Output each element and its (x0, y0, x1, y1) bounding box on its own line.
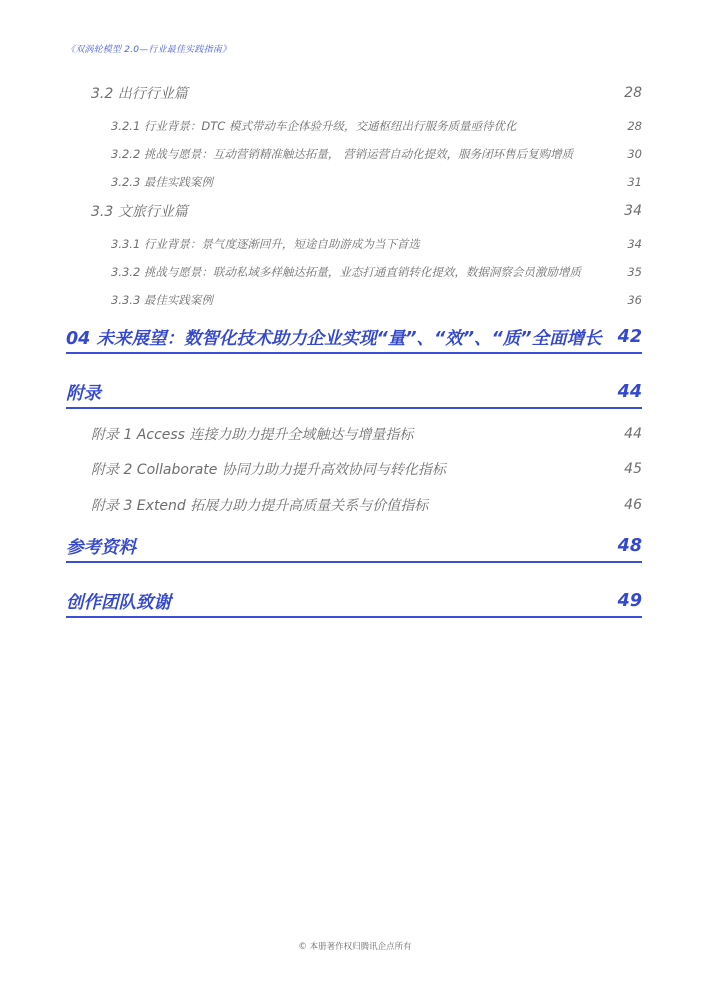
toc-page-number: 49 (617, 591, 642, 611)
toc-entry-3-3-3[interactable] (0, 289, 710, 311)
chapter-divider (66, 407, 642, 409)
toc-chapter-label: 04 未来展望：数智化技术助力企业实现“量”、“效”、“质”全面增长 (66, 328, 602, 349)
chapter-divider (66, 616, 642, 618)
toc-entry-label: 3.2.3 最佳实践案例 (111, 175, 213, 189)
toc-chapter-label: 参考资料 (66, 537, 136, 558)
toc-chapter-appendix[interactable] (0, 378, 710, 406)
toc-chapter-label: 附录 (66, 383, 101, 404)
toc-entry-label: 3.3 文旅行业篇 (91, 204, 188, 220)
toc-entry-label: 3.2.1 行业背景：DTC 模式带动车企体验升级，交通枢纽出行服务质量亟待优化 (111, 119, 517, 133)
toc-page-number: 44 (624, 426, 642, 442)
toc-entry-label: 3.3.2 挑战与愿景：联动私域多样触达拓量，业态打通直销转化提效，数据洞察会员激励增质 (111, 265, 581, 279)
toc-chapter-credits[interactable] (0, 587, 710, 615)
toc-page-number: 42 (617, 327, 642, 347)
toc-chapter-04[interactable] (0, 323, 710, 351)
toc-entry-appendix-3[interactable] (0, 493, 710, 517)
toc-page-number: 36 (627, 293, 642, 307)
document-header: 《双涡轮模型 2.0—行业最佳实践指南》 (66, 45, 232, 55)
toc-entry-appendix-2[interactable] (0, 457, 710, 481)
toc-entry-3-2-2[interactable] (0, 143, 710, 165)
toc-entry-label: 附录 1 Access 连接力助力提升全域触达与增量指标 (91, 427, 414, 443)
toc-page-number: 35 (627, 265, 642, 279)
toc-page-number: 34 (624, 203, 642, 219)
toc-entry-label: 3.2.2 挑战与愿景：互动营销精准触达拓量， 营销运营自动化提效，服务闭环售后复购增质 (111, 147, 574, 161)
copyright-footer: © 本册著作权归腾讯企点所有 (298, 942, 412, 952)
toc-page-number: 30 (627, 147, 642, 161)
toc-entry-label: 3.3.1 行业背景：景气度逐渐回升，短途自助游成为当下首选 (111, 237, 420, 251)
toc-entry-label: 3.3.3 最佳实践案例 (111, 293, 213, 307)
toc-entry-3-2-1[interactable] (0, 115, 710, 137)
toc-page-number: 46 (624, 497, 642, 513)
toc-page-number: 34 (627, 237, 642, 251)
toc-entry-label: 附录 3 Extend 拓展力助力提升高质量关系与价值指标 (91, 498, 429, 514)
toc-entry-3-3[interactable] (0, 199, 710, 223)
toc-page-number: 45 (624, 461, 642, 477)
toc-page-number: 28 (627, 119, 642, 133)
toc-entry-3-2-3[interactable] (0, 171, 710, 193)
toc-entry-3-3-1[interactable] (0, 233, 710, 255)
toc-chapter-references[interactable] (0, 532, 710, 560)
chapter-divider (66, 561, 642, 563)
toc-entry-3-2[interactable] (0, 81, 710, 105)
toc-chapter-label: 创作团队致谢 (66, 592, 171, 613)
toc-entry-label: 3.2 出行行业篇 (91, 86, 188, 102)
toc-page-number: 31 (627, 175, 642, 189)
toc-entry-label: 附录 2 Collaborate 协同力助力提升高效协同与转化指标 (91, 462, 446, 478)
toc-page-number: 44 (617, 382, 642, 402)
toc-page-number: 28 (624, 85, 642, 101)
toc-entry-3-3-2[interactable] (0, 261, 710, 283)
toc-entry-appendix-1[interactable] (0, 422, 710, 446)
toc-page-number: 48 (617, 536, 642, 556)
chapter-divider (66, 352, 642, 354)
